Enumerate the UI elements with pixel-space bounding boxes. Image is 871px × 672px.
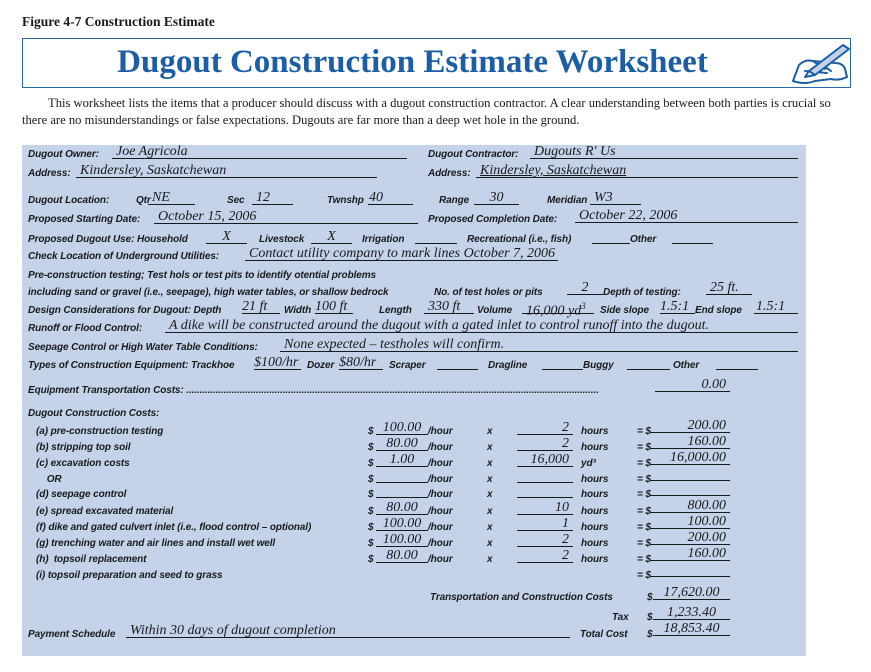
irrigation-label: Irrigation: [362, 234, 405, 245]
equals-dollar: = $: [637, 442, 651, 453]
row-total-field[interactable]: 200.00: [650, 531, 730, 545]
times-sign: x: [487, 458, 493, 469]
twnshp-field[interactable]: 40: [368, 191, 413, 205]
start-date-field[interactable]: October 15, 2006: [154, 210, 418, 224]
tax-field[interactable]: 1,233.40: [653, 606, 730, 620]
recreational-field[interactable]: [592, 230, 630, 244]
contractor-label: Dugout Contractor:: [428, 149, 519, 160]
qtr-label: Qtr: [136, 195, 151, 206]
other-use-label: Other: [630, 234, 657, 245]
tax-dollar: $: [647, 612, 653, 623]
per-hour-label: /hour: [428, 489, 453, 500]
unit-label: hours: [581, 489, 609, 500]
cost-row-label: (g) trenching water and air lines and install wet well: [36, 538, 276, 549]
per-hour-label: /hour: [428, 458, 453, 469]
rate-field[interactable]: 80.00: [376, 437, 428, 451]
equals-dollar: = $: [637, 538, 651, 549]
test-depth-field[interactable]: 25 ft.: [706, 281, 752, 295]
irrigation-field[interactable]: [415, 230, 457, 244]
quantity-field[interactable]: [517, 469, 573, 483]
equals-dollar: = $: [637, 522, 651, 533]
design-depth-field[interactable]: 21 ft: [242, 300, 280, 314]
equals-dollar: = $: [637, 506, 651, 517]
total-label: Total Cost: [580, 629, 628, 640]
quantity-field[interactable]: 16,000: [517, 453, 573, 467]
start-date-label: Proposed Starting Date:: [28, 214, 141, 225]
equals-dollar: = $: [637, 570, 651, 581]
hand-writing-pen-icon: [765, 41, 857, 87]
unit-label: hours: [581, 538, 609, 549]
test-holes-field[interactable]: 2: [567, 281, 603, 295]
row-total-field[interactable]: 16,000.00: [650, 451, 730, 465]
utilities-label: Check Location of Underground Utilities:: [28, 251, 220, 262]
trackhoe-field[interactable]: $100/hr: [254, 356, 301, 370]
seepage-field[interactable]: None expected – testholes will confirm.: [280, 338, 798, 352]
completion-date-field[interactable]: October 22, 2006: [575, 209, 798, 223]
owner-address-field[interactable]: Kindersley, Saskatchewan: [76, 164, 377, 178]
use-label: Proposed Dugout Use: Household: [28, 234, 188, 245]
rate-dollar: $: [368, 506, 374, 517]
row-total-field[interactable]: 160.00: [650, 435, 730, 449]
dozer-field[interactable]: $80/hr: [339, 356, 383, 370]
design-label: Design Considerations for Dugout: Depth: [28, 305, 222, 316]
rate-field[interactable]: 100.00: [376, 517, 428, 531]
buggy-label: Buggy: [583, 360, 614, 371]
times-sign: x: [487, 426, 493, 437]
unit-label: hours: [581, 554, 609, 565]
rate-field[interactable]: [376, 469, 428, 483]
livestock-label: Livestock: [259, 234, 305, 245]
cost-row-label: (b) stripping top soil: [36, 442, 131, 453]
cost-row-label: OR: [36, 474, 62, 485]
cost-row-label: (e) spread excavated material: [36, 506, 174, 517]
equals-dollar: = $: [637, 426, 651, 437]
testing-text-2: including sand or gravel (i.e., seepage), high water tables, or shallow bedrock: [28, 287, 389, 298]
end-slope-field[interactable]: 1.5:1: [754, 300, 798, 314]
volume-exponent: 3: [581, 301, 586, 311]
rate-dollar: $: [368, 426, 374, 437]
contractor-address-label: Address:: [428, 168, 471, 179]
rate-field[interactable]: 100.00: [376, 421, 428, 435]
livestock-field[interactable]: X: [311, 230, 352, 244]
dragline-field[interactable]: [542, 356, 583, 370]
other-use-field[interactable]: [672, 230, 713, 244]
unit-label: hours: [581, 442, 609, 453]
cost-row-label: (d) seepage control: [36, 489, 127, 500]
runoff-field[interactable]: A dike will be constructed around the dugout with a gated inlet to control runoff into the dugout.: [165, 319, 798, 333]
rate-field[interactable]: 80.00: [376, 501, 428, 515]
cost-row-label: (i) topsoil preparation and seed to grass: [36, 570, 223, 581]
per-hour-label: /hour: [428, 554, 453, 565]
quantity-field[interactable]: 2: [517, 533, 573, 547]
transport-label: Equipment Transportation Costs: ..........................................................................................................................................................: [28, 385, 599, 396]
scraper-label: Scraper: [389, 360, 426, 371]
costs-header: Dugout Construction Costs:: [28, 408, 160, 419]
other-equipment-field[interactable]: [716, 356, 758, 370]
range-field[interactable]: 30: [474, 191, 519, 205]
meridian-label: Meridian: [547, 195, 588, 206]
unit-label: hours: [581, 426, 609, 437]
dragline-label: Dragline: [488, 360, 528, 371]
unit-label: hours: [581, 522, 609, 533]
rate-field[interactable]: 1.00: [376, 453, 428, 467]
equals-dollar: = $: [637, 474, 651, 485]
owner-field[interactable]: Joe Agricola: [112, 145, 407, 159]
design-length-field[interactable]: 330 ft: [424, 300, 474, 314]
payment-label: Payment Schedule: [28, 629, 116, 640]
times-sign: x: [487, 442, 493, 453]
runoff-label: Runoff or Flood Control:: [28, 323, 143, 334]
times-sign: x: [487, 506, 493, 517]
payment-field[interactable]: Within 30 days of dugout completion: [126, 624, 570, 638]
times-sign: x: [487, 522, 493, 533]
unit-label: yd³: [581, 458, 596, 469]
rate-field[interactable]: [376, 484, 428, 498]
design-volume-label: Volume: [477, 305, 513, 316]
equals-dollar: = $: [637, 554, 651, 565]
range-label: Range: [439, 195, 470, 206]
transport-field[interactable]: 0.00: [655, 378, 730, 392]
household-field[interactable]: X: [206, 230, 247, 244]
design-width-field[interactable]: 100 ft: [315, 300, 353, 314]
row-total-field[interactable]: [650, 467, 730, 481]
equipment-label: Types of Construction Equipment: Trackhoe: [28, 360, 235, 371]
rate-dollar: $: [368, 538, 374, 549]
qtr-field[interactable]: NE: [148, 191, 195, 205]
per-hour-label: /hour: [428, 538, 453, 549]
cost-row-label: (a) pre-construction testing: [36, 426, 164, 437]
equals-dollar: = $: [637, 458, 651, 469]
subtotal-field[interactable]: 17,620.00: [653, 586, 730, 600]
row-total-field[interactable]: [650, 563, 730, 577]
quantity-field[interactable]: 2: [517, 437, 573, 451]
times-sign: x: [487, 489, 493, 500]
testing-text-1: Pre-construction testing; Test hols or test pits to identify otential problems: [28, 270, 376, 281]
page-title: Dugout Construction Estimate Worksheet: [117, 44, 708, 80]
quantity-field[interactable]: 10: [517, 501, 573, 515]
row-total-field[interactable]: 800.00: [650, 499, 730, 513]
volume-value: 16,000 yd: [526, 303, 582, 319]
equals-dollar: = $: [637, 489, 651, 500]
recreational-label: Recreational (i.e., fish): [467, 234, 572, 245]
twnshp-label: Twnshp: [327, 195, 364, 206]
contractor-field[interactable]: Dugouts R' Us: [530, 145, 798, 159]
per-hour-label: /hour: [428, 474, 453, 485]
row-total-field[interactable]: [650, 482, 730, 496]
times-sign: x: [487, 554, 493, 565]
per-hour-label: /hour: [428, 506, 453, 517]
total-dollar: $: [647, 629, 653, 640]
worksheet-form: [22, 145, 806, 656]
per-hour-label: /hour: [428, 522, 453, 533]
subtotal-dollar: $: [647, 592, 653, 603]
meridian-field[interactable]: W3: [590, 191, 641, 205]
owner-label: Dugout Owner:: [28, 149, 99, 160]
seepage-label: Seepage Control or High Water Table Conditions:: [28, 342, 258, 353]
unit-label: hours: [581, 474, 609, 485]
test-holes-label: No. of test holes or pits: [434, 287, 543, 298]
quantity-field[interactable]: [517, 484, 573, 498]
rate-dollar: $: [368, 458, 374, 469]
test-depth-label: Depth of testing:: [603, 287, 681, 298]
other-equipment-label: Other: [673, 360, 700, 371]
cost-row-label: (h) topsoil replacement: [36, 554, 147, 565]
times-sign: x: [487, 474, 493, 485]
tax-label: Tax: [612, 612, 629, 623]
rate-dollar: $: [368, 554, 374, 565]
completion-date-label: Proposed Completion Date:: [428, 214, 558, 225]
title-box: [22, 38, 851, 88]
design-width-label: Width: [284, 305, 312, 316]
quantity-field[interactable]: 2: [517, 549, 573, 563]
rate-dollar: $: [368, 522, 374, 533]
dozer-label: Dozer: [307, 360, 335, 371]
contractor-address-field[interactable]: Kindersley, Saskatchewan: [476, 164, 798, 178]
utilities-field[interactable]: Contact utility company to mark lines October 7, 2006: [245, 247, 558, 261]
rate-dollar: $: [368, 474, 374, 485]
total-field[interactable]: 18,853.40: [653, 622, 730, 636]
quantity-field[interactable]: 1: [517, 517, 573, 531]
figure-caption: Figure 4-7 Construction Estimate: [22, 14, 215, 29]
rate-dollar: $: [368, 489, 374, 500]
cost-row-label: (f) dike and gated culvert inlet (i.e., flood control – optional): [36, 522, 312, 533]
end-slope-label: End slope: [695, 305, 742, 316]
owner-address-label: Address:: [28, 168, 71, 179]
sec-label: Sec: [227, 195, 245, 206]
row-total-field[interactable]: 100.00: [650, 515, 730, 529]
side-slope-field[interactable]: 1.5:1: [660, 300, 695, 314]
times-sign: x: [487, 538, 493, 549]
unit-label: hours: [581, 506, 609, 517]
location-label: Dugout Location:: [28, 195, 110, 206]
per-hour-label: /hour: [428, 442, 453, 453]
scraper-field[interactable]: [437, 356, 478, 370]
subtotal-label: Transportation and Construction Costs: [430, 592, 613, 603]
rate-dollar: $: [368, 442, 374, 453]
row-total-field[interactable]: 160.00: [650, 547, 730, 561]
cost-row-label: (c) excavation costs: [36, 458, 130, 469]
rate-field[interactable]: 80.00: [376, 549, 428, 563]
design-length-label: Length: [379, 305, 412, 316]
per-hour-label: /hour: [428, 426, 453, 437]
design-volume-field[interactable]: [522, 300, 594, 319]
rate-field[interactable]: 100.00: [376, 533, 428, 547]
sec-field[interactable]: 12: [252, 191, 293, 205]
buggy-field[interactable]: [627, 356, 670, 370]
row-total-field[interactable]: 200.00: [650, 419, 730, 433]
quantity-field[interactable]: 2: [517, 421, 573, 435]
intro-paragraph: This worksheet lists the items that a producer should discuss with a dugout construction contractor. A clear understanding between both parties is crucial so there are no misunderstandings or false expectations. Dugouts are far more than a deep wet hole in the ground.: [22, 96, 831, 127]
side-slope-label: Side slope: [600, 305, 650, 316]
